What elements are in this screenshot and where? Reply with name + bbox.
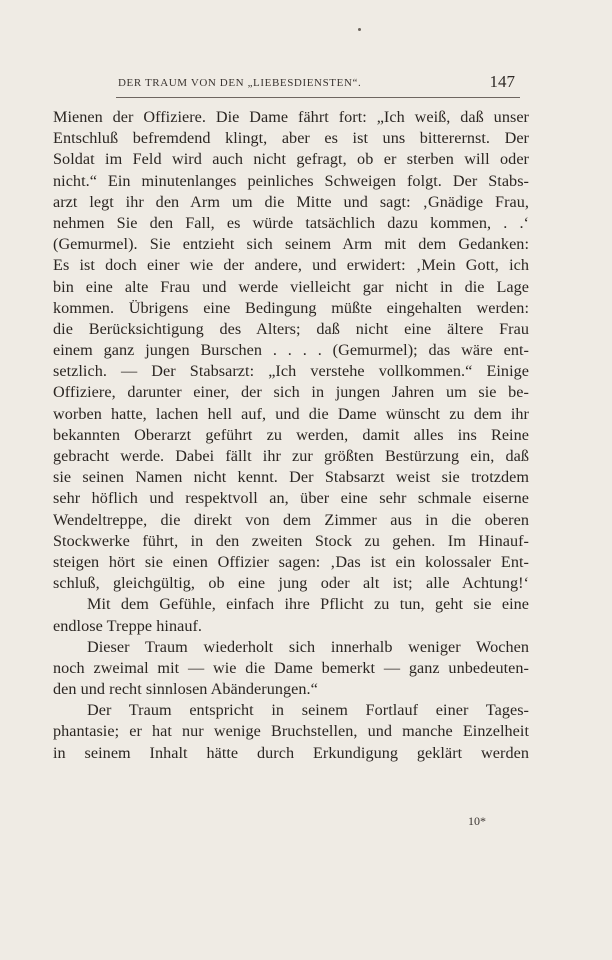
text-line: worben hatte, lachen hell auf, und die Dame wünscht zu dem ihr	[53, 404, 529, 423]
text-line: Wendeltreppe, die direkt von dem Zimmer aus in die oberen	[53, 510, 529, 529]
text-line: den und recht sinnlosen Abänderungen.“	[53, 680, 318, 699]
text-line: endlose Treppe hinauf.	[53, 616, 203, 635]
text-line: gebracht werde. Dabei fällt ihr zur größten Bestürzung ein, daß	[53, 447, 529, 465]
text-line: Der Traum entspricht in seinem Fortlauf einer Tages-	[87, 701, 529, 720]
text-line: Dieser Traum wiederholt sich innerhalb weniger Wochen	[87, 637, 529, 656]
running-title: DER TRAUM VON DEN „LIEBESDIENSTEN“.	[118, 77, 362, 89]
text-line: Offiziere, darunter einer, der sich in jungen Jahren um sie be-	[53, 383, 529, 402]
text-line: sie seinen Namen nicht kennt. Der Stabsarzt weist sie trotzdem	[53, 468, 529, 487]
header-rule	[116, 97, 520, 98]
text-line: Entschluß befremdend klingt, aber es ist uns bitterernst. Der	[53, 129, 529, 148]
text-line: nicht.“ Ein minutenlanges peinliches Schweigen folgt. Der Stabs-	[53, 171, 529, 190]
page-number: 147	[489, 72, 515, 91]
text-line: Mit dem Gefühle, einfach ihre Pflicht zu tun, geht sie eine	[87, 595, 529, 614]
text-line: arzt legt ihr den Arm um die Mitte und sagt: ‚Gnädige Frau,	[53, 192, 529, 211]
text-line: nehmen Sie den Fall, es würde tatsächlich dazu kommen, . .‘	[53, 213, 529, 232]
text-line: Stockwerke führt, in den zweiten Stock zu gehen. Im Hinauf-	[53, 531, 529, 550]
text-line: Mienen der Offiziere. Die Dame fährt fort: „Ich weiß, daß unser	[53, 108, 529, 126]
body-text	[53, 107, 529, 764]
text-line: Soldat im Feld wird auch nicht gefragt, ob er sterben will oder	[53, 150, 529, 169]
running-head	[118, 72, 518, 96]
text-line: in seinem Inhalt hätte durch Erkundigung geklärt werden	[53, 743, 529, 762]
text-line: steigen hört sie einen Offizier sagen: ‚Das ist ein kolossaler Ent-	[53, 552, 529, 571]
text-line: die Berücksichtigung des Alters; daß nicht eine ältere Frau	[53, 319, 529, 338]
text-line: bin eine alte Frau und werde vielleicht gar nicht in die Lage	[53, 277, 529, 296]
text-line: bekannten Oberarzt geführt zu werden, damit alles ins Reine	[53, 425, 529, 444]
text-line: noch zweimal mit — wie die Dame bemerkt — ganz unbedeuten-	[53, 658, 529, 677]
text-line: Es ist doch einer wie der andere, und erwidert: ‚Mein Gott, ich	[53, 256, 529, 275]
text-line: sehr höflich und respektvoll an, über eine sehr schmale eiserne	[53, 489, 529, 508]
ink-speck	[358, 28, 361, 31]
text-line: kommen. Übrigens eine Bedingung müßte eingehalten werden:	[53, 298, 529, 317]
signature-mark: 10*	[468, 814, 486, 828]
text-line: (Gemurmel). Sie entzieht sich seinem Arm mit dem Gedanken:	[53, 235, 529, 254]
text-line: phantasie; er hat nur wenige Bruchstellen, und manche Einzelheit	[53, 722, 529, 741]
text-line: schluß, gleichgültig, ob eine jung oder alt ist; alle Achtung!‘	[53, 574, 529, 593]
text-line: einem ganz jungen Burschen . . . . (Gemurmel); das wäre ent-	[53, 341, 529, 360]
text-line: setzlich. — Der Stabsarzt: „Ich verstehe vollkommen.“ Einige	[53, 362, 529, 381]
